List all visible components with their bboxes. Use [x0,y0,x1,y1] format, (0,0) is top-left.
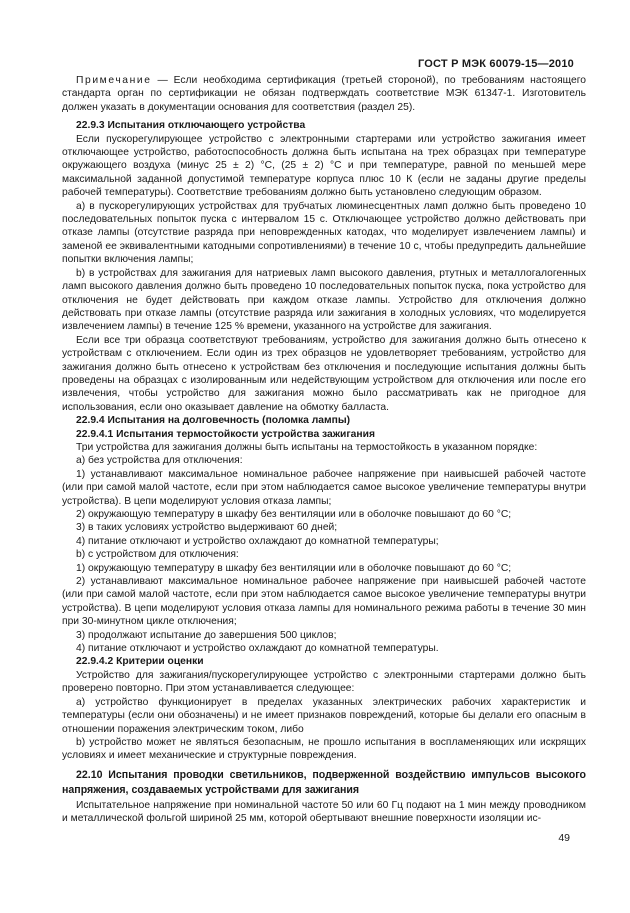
section-heading: 22.9.4.2 Критерии оценки [76,656,204,668]
paragraph: 4) питание отключают и устройство охлаждают до комнатной температуры; [76,535,439,547]
paragraph: 3) продолжают испытание до завершения 500 циклов; [76,629,337,641]
paragraph: 1) устанавливают максимальное номинальное рабочее напряжение при наивысшей рабочей частоте (или при самой малой частоте, если при этом наблюдается самое высокое увеличение температуры внутри устройства). В цепи моделируют условия отказа лампы; [62,468,586,507]
paragraph: b) с устройством для отключения: [76,549,239,561]
paragraph: а) устройство функционирует в пределах указанных электрических рабочих характеристик и температуры (если они обозначены) и не имеет признаков повреждений, которые бы делали его опасным в отношении поражения электрическим током, либо [62,696,586,735]
paragraph: 3) в таких условиях устройство выдерживают 60 дней; [76,522,338,534]
paragraph: 4) питание отключают и устройство охлаждают до комнатной температуры. [76,643,439,655]
note-dash: — [151,75,174,86]
paragraph: Если пускорегулирующее устройство с электронными стартерами или устройство зажигания имеет отключающее устройство, работоспособность должна быть испытана на трех образцах при температуре окружающего воздуха (минус 25 ± 2) °С, (25 ± 2) °С и при температуре, равной по меньшей мере максимальной заданной допустимой температуре корпуса плюс 10 К (если не заданы другие пределы рабочей температуры). Соответствие требованиям должно быть установлено следующим образом. [62,133,586,199]
section-heading: 22.9.3 Испытания отключающего устройства [76,120,306,132]
page-content [62,74,586,826]
paragraph: а) без устройства для отключения: [76,455,243,467]
paragraph: b) в устройствах для зажигания для натриевых ламп высокого давления, ртутных и металлогалогенных ламп высокого давления должно быть проведено 10 последовательных попыток пуска, пока устройство для отключения не будет действовать при каждом отказе лампы. Устройство для отключения должно действовать при отказе лампы (отсутствие разряда или зажигания в холодных условиях, что моделируется извлечением лампы) в течение 125 % времени, указанного на устройстве для зажигания. [62,267,586,333]
note-label: Примечание [76,75,152,86]
paragraph: Испытательное напряжение при номинальной частоте 50 или 60 Гц подают на 1 мин между проводником и металлической фольгой шириной 25 мм, которой обертывают внешние поверхности изоляции ис- [62,799,586,825]
section-heading: 22.9.4.1 Испытания термостойкости устройства зажигания [76,428,375,440]
paragraph: Три устройства для зажигания должны быть испытаны на термостойкость в указанном порядке: [76,441,538,453]
note-text: Если необходима сертификация (третьей стороной), по требованиям настоящего стандарта орган по сертификации не обязан подтверждать соответствие МЭК 61347-1. Изготовитель должен указать в документации основания для соответствия (раздел 25). [62,75,586,113]
paragraph: 1) окружающую температуру в шкафу без вентиляции или в оболочке повышают до 60 °С; [76,562,512,574]
paragraph: Если все три образца соответствуют требованиям, устройство для зажигания должно быть отнесено к устройствам с отключением. Если один из трех образцов не удовлетворяет требованиям, устройство для зажигания должно быть отнесено к устройствам без отключения и последующие испытания должны быть проведены на образцах с изолированным или недействующим устройством для отключения или после его извлечения, чтобы устройство для зажигания можно было рассматривать как не пригодное для использования, если оно оказывает давление на обмотку балласта. [62,334,586,413]
page-number: 49 [558,832,570,844]
paragraph: b) устройство может не являться безопасным, не прошло испытания в воспламеняющих или искрящих условиях и имеет механические и структурные повреждения. [62,736,586,762]
paragraph: а) в пускорегулирующих устройствах для трубчатых люминесцентных ламп должно быть проведено 10 последовательных попыток пуска с интервалом 15 с. Отключающее устройство должно действовать при отказе лампы (отсутствие разряда при неповрежденных катодах, что моделирует извлечением лампы) и заменой ее эквивалентными катодными сопротивлениями) в течение 10 с, чтобы предупредить дальнейшие попытки включения лампы; [62,200,586,266]
paragraph: 2) окружающую температуру в шкафу без вентиляции или в оболочке повышают до 60 °С; [76,509,512,520]
page-header-standard: ГОСТ Р МЭК 60079-15—2010 [417,58,574,70]
section-heading: 22.9.4 Испытания на долговечность (поломка лампы) [76,415,351,427]
section-heading: 22.10 Испытания проводки светильников, подверженной воздействию импульсов высокого напряжения, создаваемых устройствами для зажигания [62,768,586,797]
paragraph: Устройство для зажигания/пускорегулирующее устройство с электронными стартерами должно быть проверено повторно. При этом устанавливается следующее: [62,669,586,695]
paragraph: 2) устанавливают максимальное номинальное рабочее напряжение при наивысшей рабочей частоте (или при самой малой частоте, если при этом наблюдается самое высокое увеличение температуры внутри устройства). В цепи моделируют условия отказа лампы для номинального режима работы в течение 30 мин при 30-минутном цикле отключения; [62,576,586,628]
note-paragraph [62,74,586,114]
